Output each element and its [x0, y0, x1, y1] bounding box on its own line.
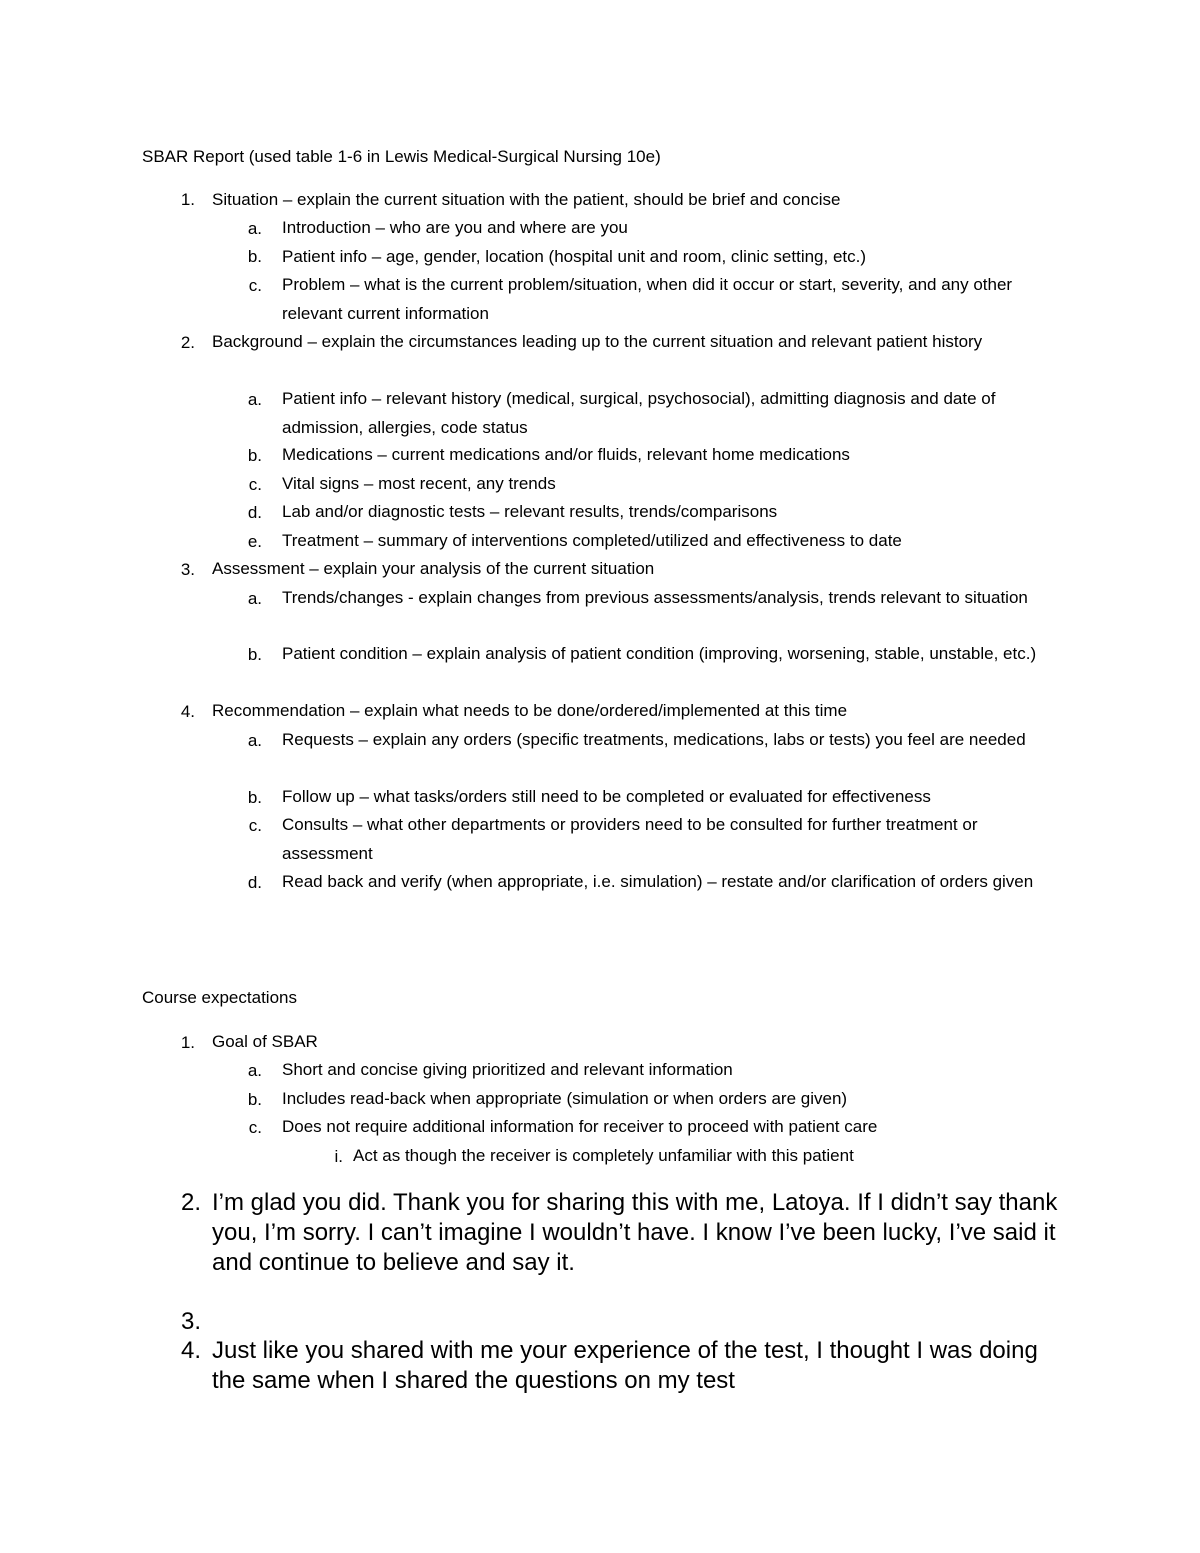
- list-letter: b.: [247, 645, 262, 664]
- list-subitem: Includes read-back when appropriate (simulation or when orders are given): [282, 1089, 848, 1108]
- list-letter: c.: [248, 816, 262, 835]
- list-roman: i.: [334, 1147, 343, 1166]
- list-letter: b.: [247, 446, 262, 465]
- list-letter: b.: [247, 247, 262, 266]
- list-letter: a.: [247, 731, 262, 750]
- list-number: 4.: [180, 1337, 201, 1364]
- list-letter: a.: [247, 1061, 262, 1080]
- list-subsubitem: Act as though the receiver is completely unfamiliar with this patient: [353, 1146, 854, 1165]
- list-letter: d.: [247, 503, 262, 522]
- list-letter: c.: [248, 475, 262, 494]
- list-number: 4.: [180, 702, 195, 721]
- list-subitem: Consults – what other departments or providers need to be consulted for further treatment or assessment: [282, 815, 978, 863]
- list-subitem: Patient info – age, gender, location (hospital unit and room, clinic setting, etc.): [282, 247, 867, 266]
- list-subitem: Short and concise giving prioritized and relevant information: [282, 1060, 733, 1079]
- list-letter: e.: [247, 532, 262, 551]
- course-expectations-title: Course expectations: [142, 988, 297, 1007]
- list-item-background: Background – explain the circumstances leading up to the current situation and relevant patient history: [212, 332, 983, 351]
- list-subitem: Introduction – who are you and where are you: [282, 218, 628, 237]
- list-letter: b.: [247, 788, 262, 807]
- list-subitem: Lab and/or diagnostic tests – relevant results, trends/comparisons: [282, 502, 778, 521]
- list-subitem: Patient condition – explain analysis of patient condition (improving, worsening, stable, unstable, etc.): [282, 644, 1037, 663]
- large-list-item: Just like you shared with me your experience of the test, I thought I was doing the same when I shared the questions on my test: [212, 1337, 1038, 1394]
- list-subitem: Patient info – relevant history (medical, surgical, psychosocial), admitting diagnosis and date of admission, allergies, code status: [282, 389, 996, 437]
- list-letter: b.: [247, 1090, 262, 1109]
- list-letter: a.: [247, 589, 262, 608]
- list-letter: c.: [248, 1118, 262, 1137]
- list-number: 2.: [180, 333, 195, 352]
- list-item-assessment: Assessment – explain your analysis of the current situation: [212, 559, 655, 578]
- list-number: 3.: [180, 1308, 201, 1335]
- list-subitem: Trends/changes - explain changes from previous assessments/analysis, trends relevant to situation: [282, 588, 1028, 607]
- list-number: 1.: [180, 1033, 195, 1052]
- list-number: 3.: [180, 560, 195, 579]
- list-letter: c.: [248, 276, 262, 295]
- list-subitem: Does not require additional information for receiver to proceed with patient care: [282, 1117, 878, 1136]
- list-item-situation: Situation – explain the current situation with the patient, should be brief and concise: [212, 190, 841, 209]
- list-subitem: Medications – current medications and/or fluids, relevant home medications: [282, 445, 850, 464]
- list-number: 2.: [180, 1189, 201, 1216]
- list-item-goal: Goal of SBAR: [212, 1032, 318, 1051]
- list-subitem: Read back and verify (when appropriate, i.e. simulation) – restate and/or clarification of orders given: [282, 872, 1034, 891]
- list-subitem: Follow up – what tasks/orders still need to be completed or evaluated for effectiveness: [282, 787, 931, 806]
- list-subitem: Requests – explain any orders (specific treatments, medications, labs or tests) you feel are needed: [282, 730, 1026, 749]
- list-number: 1.: [180, 190, 195, 209]
- sbar-report-title: SBAR Report (used table 1-6 in Lewis Medical-Surgical Nursing 10e): [142, 147, 661, 166]
- list-subitem: Treatment – summary of interventions completed/utilized and effectiveness to date: [282, 531, 902, 550]
- list-item-recommendation: Recommendation – explain what needs to be done/ordered/implemented at this time: [212, 701, 848, 720]
- list-letter: d.: [247, 873, 262, 892]
- list-subitem: Vital signs – most recent, any trends: [282, 474, 556, 493]
- large-list-item: I’m glad you did. Thank you for sharing this with me, Latoya. If I didn’t say thank you, I’m sorry. I can’t imagine I wouldn’t have. I know I’ve been lucky, I’ve said it and continue to believe and say it.: [212, 1189, 1058, 1276]
- list-letter: a.: [247, 219, 262, 238]
- list-letter: a.: [247, 390, 262, 409]
- list-subitem: Problem – what is the current problem/situation, when did it occur or start, severity, and any other relevant current information: [282, 275, 1013, 323]
